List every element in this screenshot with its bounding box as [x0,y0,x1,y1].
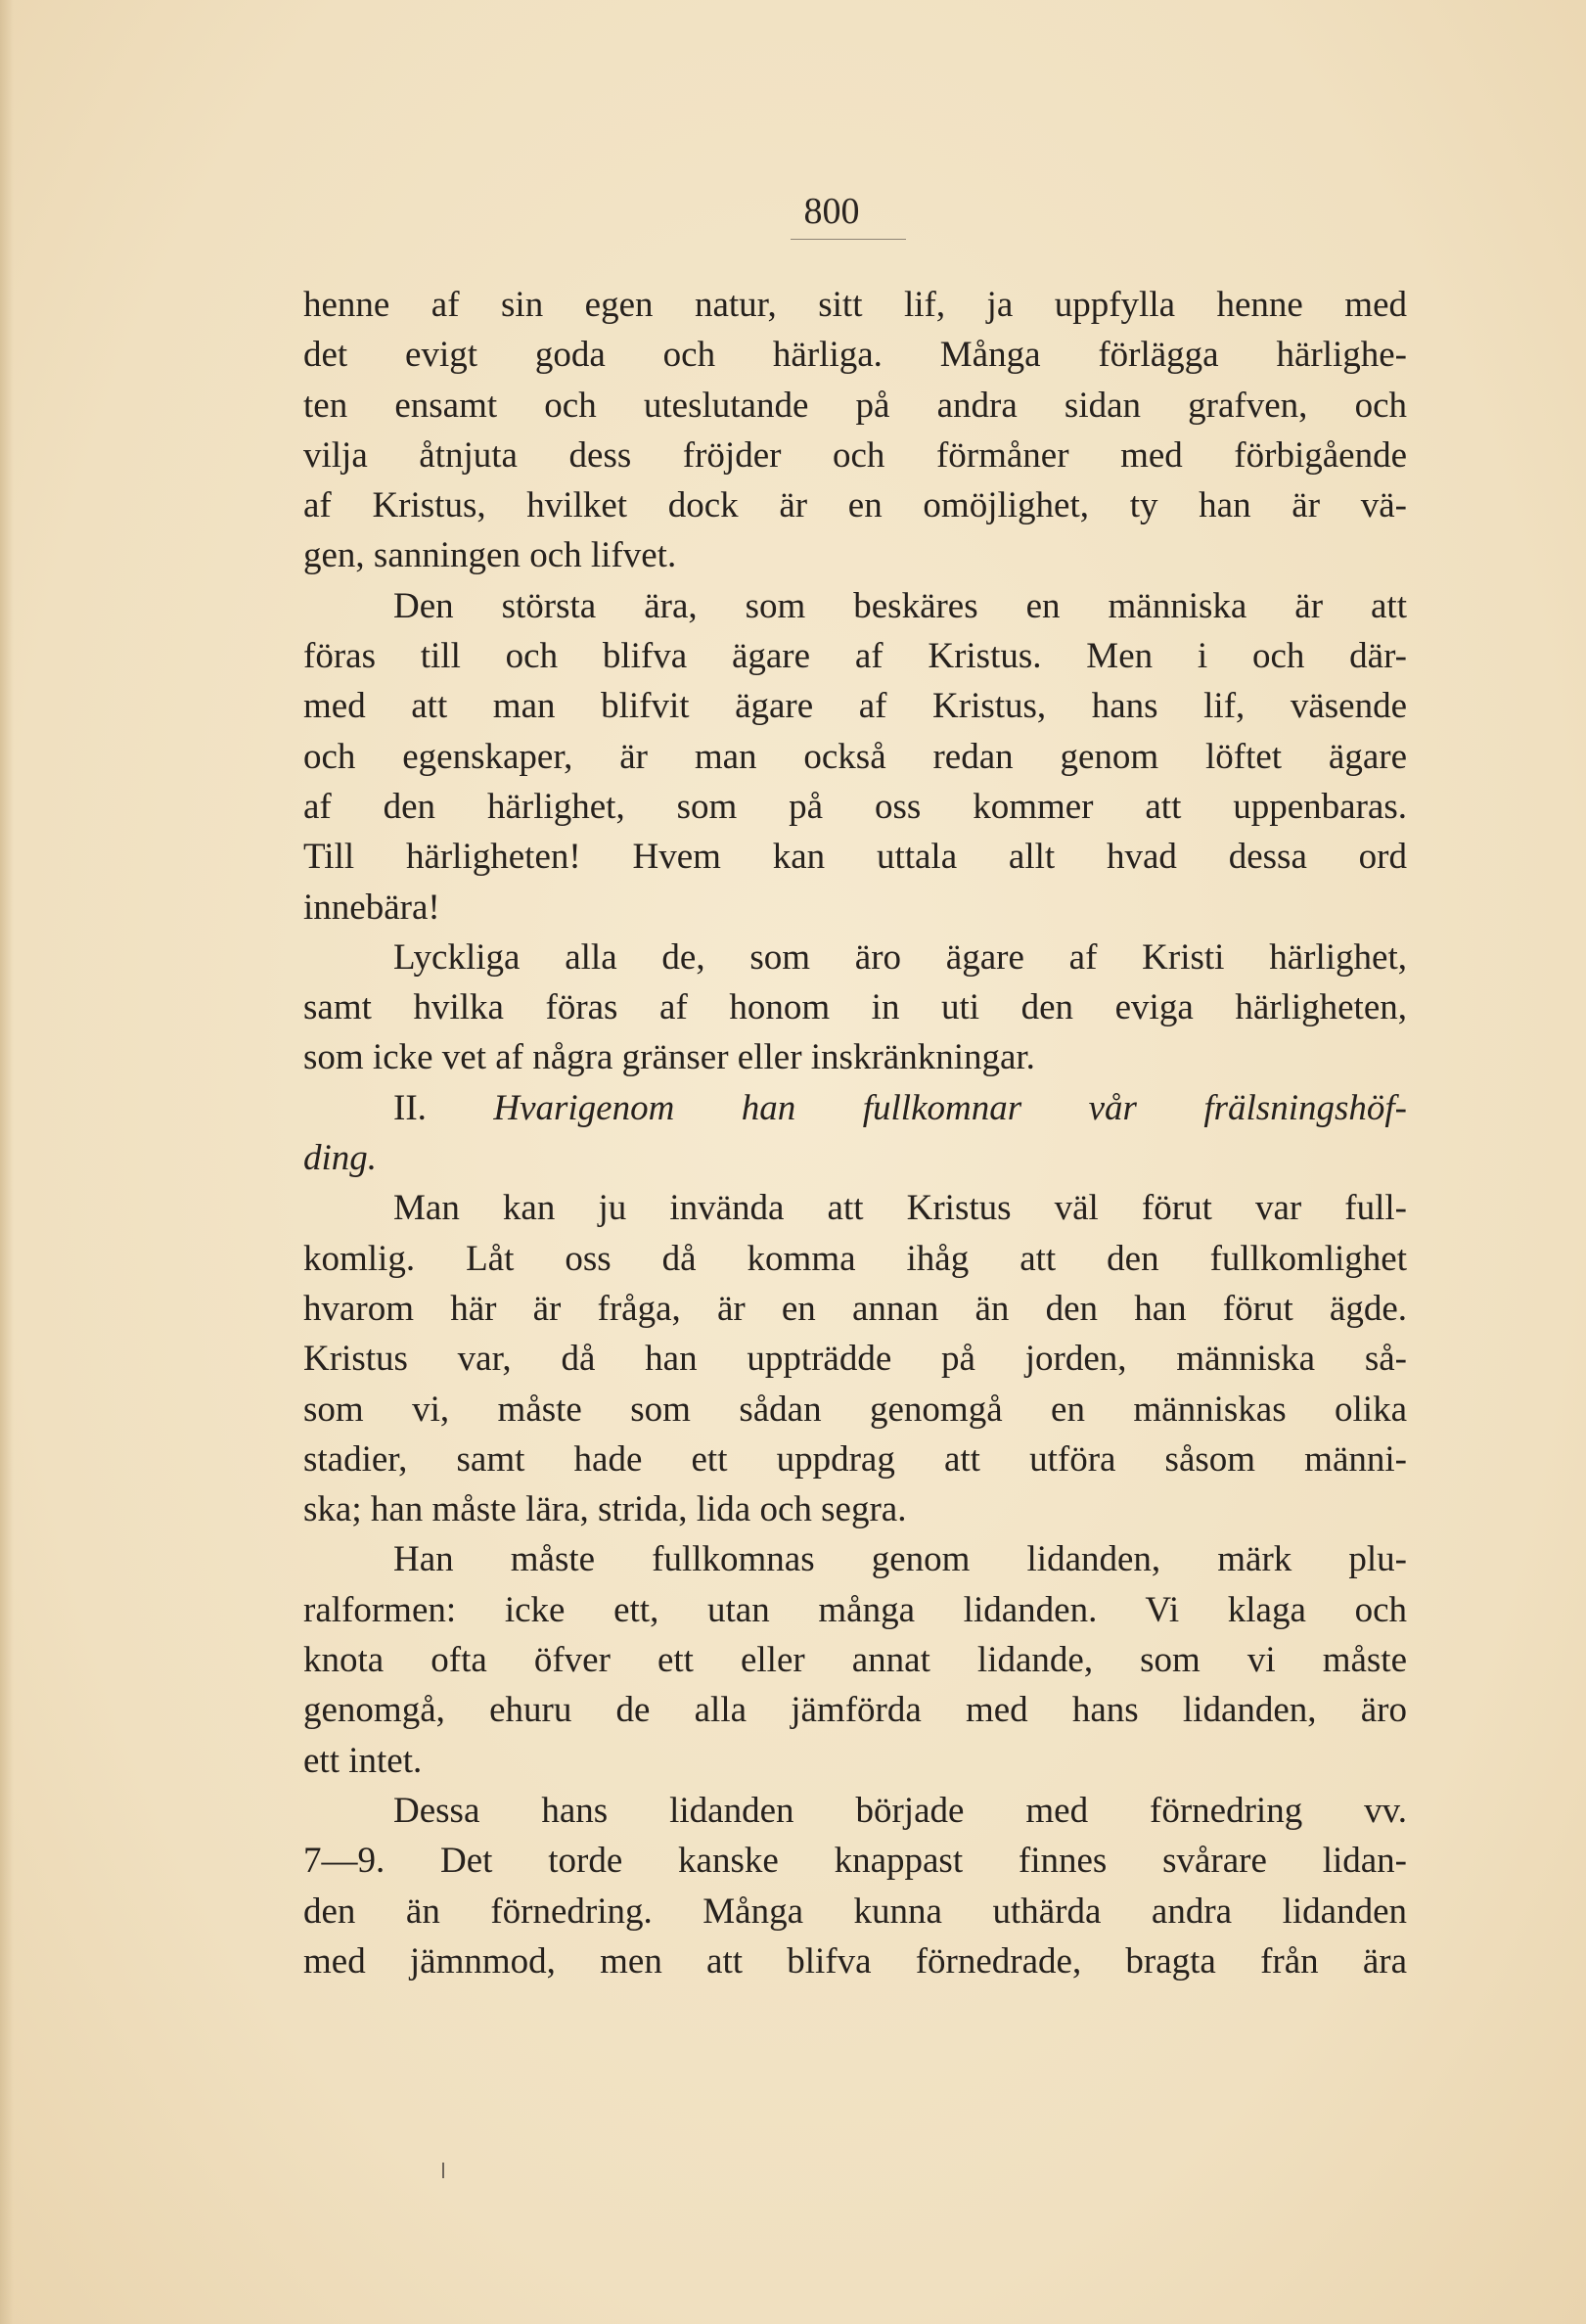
text-line: gen, sanningen och lifvet. [303,535,677,576]
text-line: med jämnmod, men att blifva förnedrade, bragta från ära [303,1940,1407,1982]
ink-mark [442,2163,444,2178]
text-line: Man kan ju invända att Kristus väl förut var full- [393,1188,1407,1229]
text-line: Han måste fullkomnas genom lidanden, märk plu- [393,1539,1407,1580]
text-line: genomgå, ehuru de alla jämförda med hans lidanden, äro [303,1690,1407,1731]
text-line: som icke vet af några gränser eller inskränkningar. [303,1037,1035,1078]
text-line: knota ofta öfver ett eller annat lidande, som vi måste [303,1640,1407,1681]
section-number: II. [393,1087,494,1128]
text-line: af den härlighet, som på oss kommer att uppenbaras. [303,786,1407,827]
text-line: komlig. Låt oss då komma ihåg att den fullkomlighet [303,1238,1407,1279]
text-line: och egenskaper, är man också redan genom löftet ägare [303,736,1407,777]
text-line: hvarom här är fråga, är en annan än den han förut ägde. [303,1288,1407,1329]
text-line: innebära! [303,887,440,928]
text-line: Dessa hans lidanden började med förnedring vv. [393,1790,1407,1831]
page-edge-shadow [0,0,14,2324]
page-number: 800 [803,191,860,232]
text-line: Lyckliga alla de, som äro ägare af Kristi härlighet, [393,936,1407,978]
text-line: ralformen: icke ett, utan många lidanden. Vi klaga och [303,1589,1407,1630]
text-line: Den största ära, som beskäres en människa är att [393,585,1407,626]
text-line: ten ensamt och uteslutande på andra sidan grafven, och [303,385,1407,426]
text-line: stadier, samt hade ett uppdrag att utföra såsom männi- [303,1438,1407,1480]
text-line: vilja åtnjuta dess fröjder och förmåner med förbigående [303,434,1407,476]
section-title-continued: ding. [303,1138,378,1179]
text-line: henne af sin egen natur, sitt lif, ja uppfylla henne med [303,285,1407,325]
text-line: som vi, måste som sådan genomgå en människas olika [303,1389,1407,1430]
text-line: det evigt goda och härliga. Många förlägga härlighe- [303,335,1407,376]
text-line: af Kristus, hvilket dock är en omöjlighet, ty han är vä- [303,485,1407,526]
text-line: den än förnedring. Många kunna uthärda andra lidanden [303,1891,1407,1932]
body-text [303,280,1407,1986]
page-number-rule [791,239,906,240]
section-heading [303,1083,1407,1133]
text-line: ska; han måste lära, strida, lida och segra. [303,1489,907,1530]
text-line: samt hvilka föras af honom in uti den eviga härligheten, [303,987,1407,1028]
text-line: med att man blifvit ägare af Kristus, hans lif, väsende [303,686,1407,727]
text-line: 7—9. Det torde kanske knappast finnes svårare lidan- [303,1841,1407,1882]
text-line: Till härligheten! Hvem kan uttala allt hvad dessa ord [303,837,1407,878]
text-line: ett intet. [303,1740,423,1781]
section-title: Hvarigenom han fullkomnar vår frälsningshöf- [493,1087,1407,1128]
text-line: Kristus var, då han uppträdde på jorden, människa så- [303,1339,1407,1380]
text-line: föras till och blifva ägare af Kristus. Men i och där- [303,636,1407,677]
